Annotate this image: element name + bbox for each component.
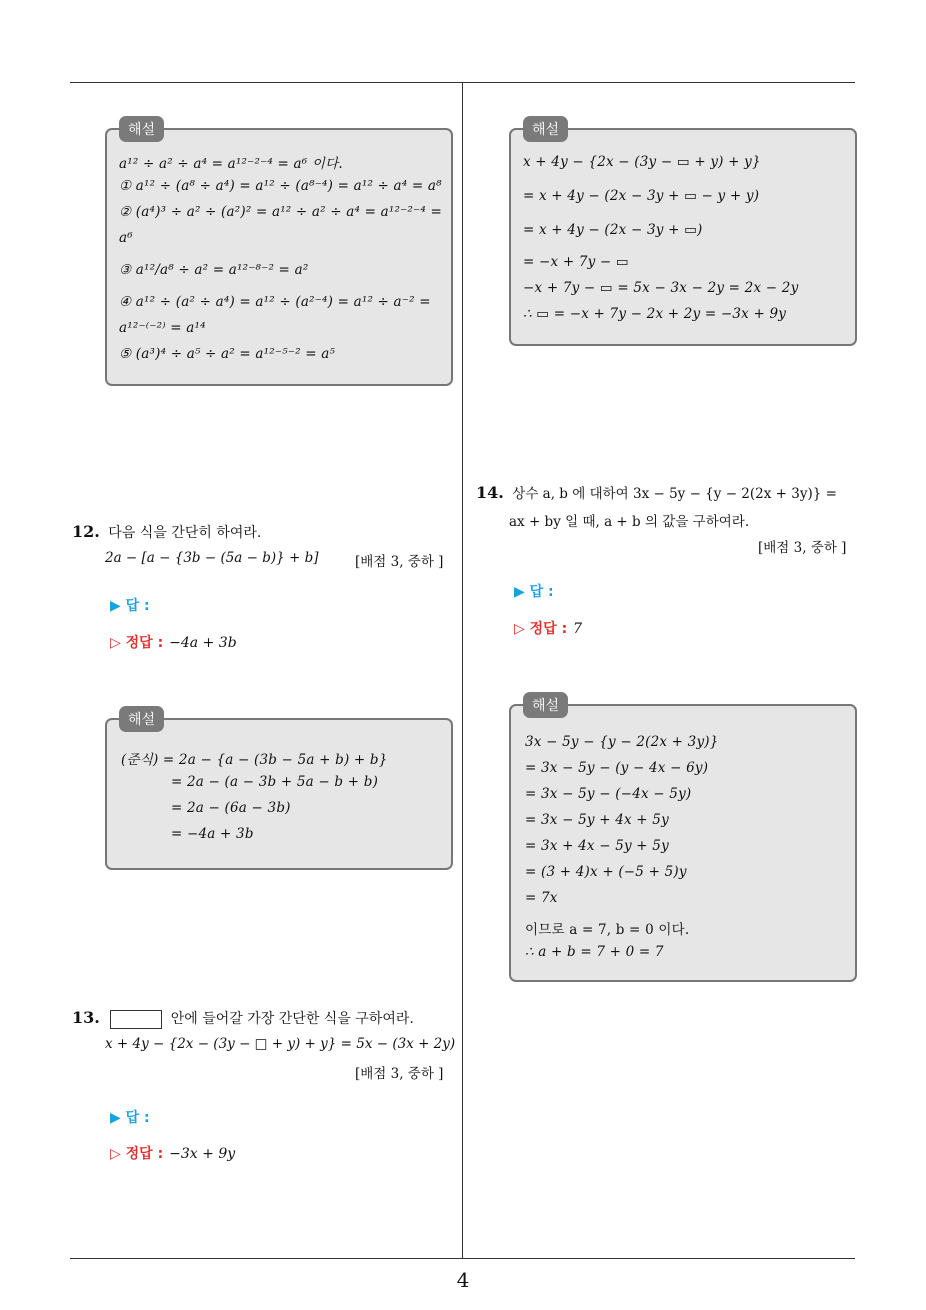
solution-line: a¹²⁻⁽⁻²⁾ = a¹⁴ (119, 320, 206, 336)
solution-line: = 2a − (6a − 3b) (171, 800, 291, 816)
solution-line: = 3x − 5y − (−4x − 5y) (525, 786, 692, 802)
column-divider (462, 82, 463, 1259)
q13-score: [배점 3, 중하 ] (355, 1066, 444, 1082)
q13-answer-label[interactable]: ▶ 답 : (110, 1110, 150, 1126)
solution-line: = x + 4y − (2x − 3y + ▭) (523, 222, 703, 238)
correct-label: ▷ 정답 : (110, 635, 164, 651)
solution-line: ⑤ (a³)⁴ ÷ a⁵ ÷ a² = a¹²⁻⁵⁻² = a⁵ (119, 346, 336, 362)
solution-tag: 해설 (523, 116, 568, 142)
q13-correct (110, 1143, 235, 1163)
page-number: 4 (456, 1268, 470, 1292)
correct-value: 7 (573, 621, 583, 637)
question-number: 12. (72, 522, 100, 541)
solution-line: = x + 4y − (2x − 3y + ▭ − y + y) (523, 188, 760, 204)
solution-tag: 해설 (523, 692, 568, 718)
solution-line: = 3x − 5y − (y − 4x − 6y) (525, 760, 709, 776)
solution-line: ③ a¹²/a⁸ ÷ a² = a¹²⁻⁸⁻² = a² (119, 262, 309, 278)
solution-tag: 해설 (119, 116, 164, 142)
solution-line: x + 4y − {2x − (3y − ▭ + y) + y} (523, 154, 761, 170)
q12-score: [배점 3, 중하 ] (355, 554, 444, 570)
solution-line: = (3 + 4)x + (−5 + 5)y (525, 864, 687, 880)
solution-line: = 7x (525, 890, 558, 906)
q14-solution-box (509, 698, 857, 982)
q14-question-line2: ax + by 일 때, a + b 의 값을 구하여라. (509, 514, 750, 530)
solution-line: = −4a + 3b (171, 826, 254, 842)
solution-line: a⁶ (119, 230, 133, 246)
solution-line: (준식) = 2a − {a − (3b − 5a + b) + b} (121, 752, 388, 768)
solution-line: ∴ ▭ = −x + 7y − 2x + 2y = −3x + 9y (523, 306, 787, 322)
question-text: 다음 식을 간단히 하여라. (108, 525, 262, 541)
solution-line: −x + 7y − ▭ = 5x − 3x − 2y = 2x − 2y (523, 280, 799, 296)
q12-correct (110, 632, 237, 652)
q12-expression: 2a − [a − {3b − (5a − b)} + b] (105, 550, 319, 566)
solution-line: 이므로 a = 7, b = 0 이다. (525, 922, 690, 938)
answer-blank (110, 1010, 162, 1029)
correct-label: ▷ 정답 : (110, 1146, 164, 1162)
correct-label: ▷ 정답 : (514, 621, 568, 637)
solution-line: = 3x − 5y + 4x + 5y (525, 812, 669, 828)
correct-value: −4a + 3b (169, 635, 237, 651)
solution-line: 3x − 5y − {y − 2(2x + 3y)} (525, 734, 719, 750)
solution-line: ∴ a + b = 7 + 0 = 7 (525, 944, 664, 960)
q14-answer-label[interactable]: ▶ 답 : (514, 584, 554, 600)
q12-answer-label[interactable]: ▶ 답 : (110, 598, 150, 614)
question-number: 13. (72, 1008, 100, 1027)
q11-solution-box (105, 122, 453, 386)
correct-value: −3x + 9y (169, 1146, 236, 1162)
solution-line: ④ a¹² ÷ (a² ÷ a⁴) = a¹² ÷ (a²⁻⁴) = a¹² ÷ a⁻² = (119, 294, 431, 310)
q12-solution-box (105, 712, 453, 870)
q14-correct (514, 618, 582, 638)
solution-tag: 해설 (119, 706, 164, 732)
question-text: 상수 a, b 에 대하여 3x − 5y − {y − 2(2x + 3y)} = (512, 486, 837, 502)
solution-line: ② (a⁴)³ ÷ a² ÷ (a²)² = a¹² ÷ a² ÷ a⁴ = a¹²⁻²⁻⁴ = (119, 204, 442, 220)
q14-question (476, 482, 837, 502)
bottom-rule (70, 1258, 855, 1259)
solution-line: ① a¹² ÷ (a⁸ ÷ a⁴) = a¹² ÷ (a⁸⁻⁴) = a¹² ÷ a⁴ = a⁸ (119, 178, 442, 194)
solution-line: = −x + 7y − ▭ (523, 254, 629, 270)
question-text: 안에 들어갈 가장 간단한 식을 구하여라. (170, 1011, 414, 1027)
q13-question (72, 1008, 414, 1029)
q12-question (72, 522, 261, 542)
solution-line: = 3x + 4x − 5y + 5y (525, 838, 669, 854)
q13-solution-box (509, 122, 857, 346)
question-number: 14. (476, 483, 504, 502)
solution-line: = 2a − (a − 3b + 5a − b + b) (171, 774, 379, 790)
q14-score: [배점 3, 중하 ] (758, 540, 847, 556)
q13-expression: x + 4y − {2x − (3y − □ + y) + y} = 5x − (3x + 2y) (105, 1036, 456, 1052)
solution-line: a¹² ÷ a² ÷ a⁴ = a¹²⁻²⁻⁴ = a⁶ 이다. (119, 156, 343, 172)
